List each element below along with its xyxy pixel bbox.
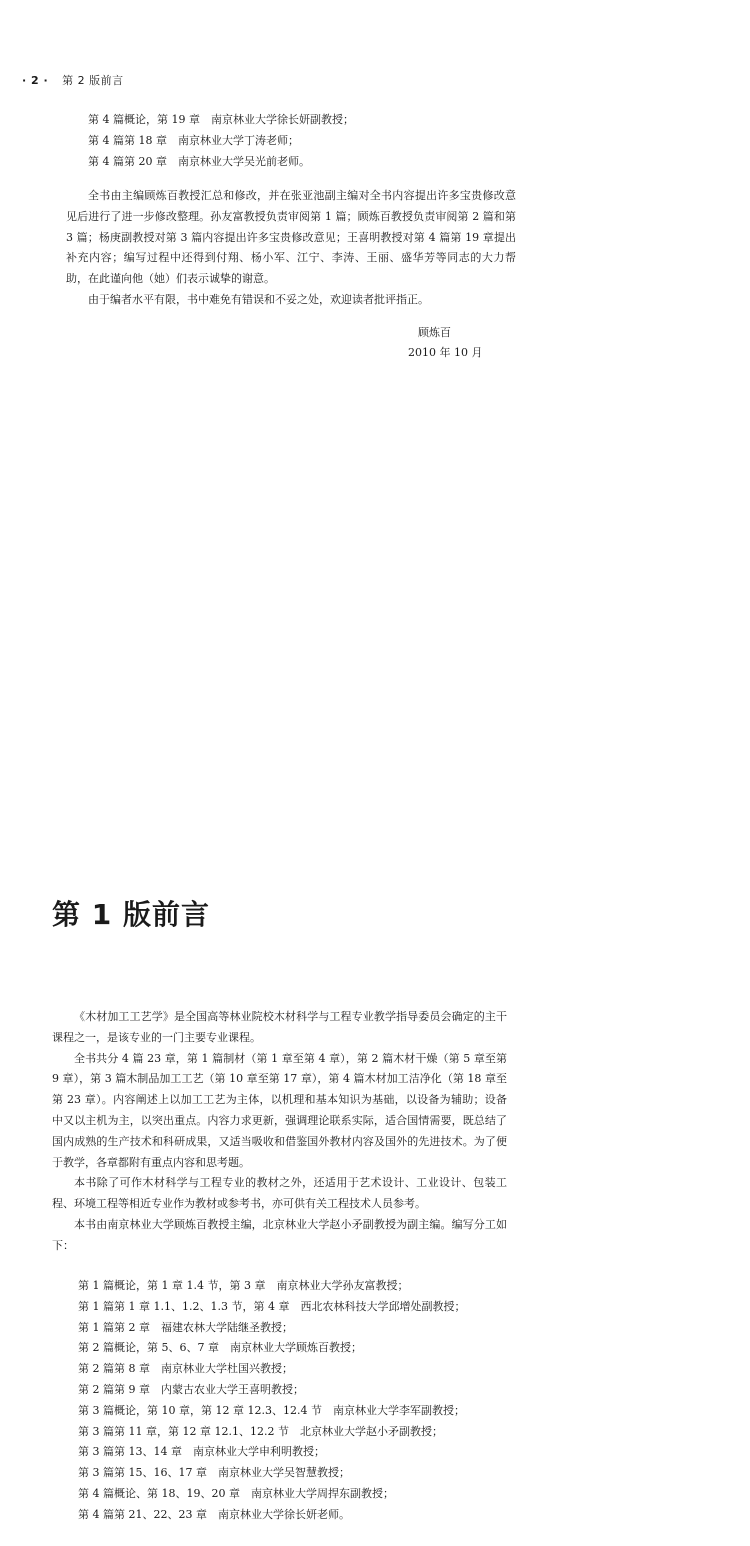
paragraph: 本书除了可作木材科学与工程专业的教材之外，还适用于艺术设计、工业设计、包装工程、环境工程等相近专业作为教材或参考书，亦可供有关工程技术人员参考。 <box>52 1176 507 1211</box>
assignment-line: 第 2 篇概论，第 5、6、7 章 南京林业大学顾炼百教授； <box>78 1341 362 1355</box>
assignment-line: 第 1 篇概论，第 1 章 1.4 节，第 3 章 南京林业大学孙友富教授； <box>78 1279 409 1292</box>
assignment-line: 第 3 篇概论，第 10 章，第 12 章 12.3、12.4 节 南京林业大学李军副教授； <box>78 1403 465 1417</box>
paragraph: 由于编者水平有限，书中难免有错误和不妥之处，欢迎读者批评指正。 <box>88 292 429 306</box>
assignment-line: 第 4 篇第 18 章 南京林业大学丁涛老师； <box>88 133 299 147</box>
assignment-line: 第 1 篇第 2 章 福建农林大学陆继圣教授； <box>78 1320 293 1334</box>
paragraph: 本书由南京林业大学顾炼百教授主编，北京林业大学赵小矛副教授为副主编。编写分工如下： <box>52 1217 507 1252</box>
paragraph: 《木材加工工艺学》是全国高等林业院校木材科学与工程专业教学指导委员会确定的主干课程之一，是该专业的一门主要专业课程。 <box>52 1010 507 1044</box>
assignment-line: 第 4 篇第 21、22、23 章 南京林业大学徐长妍老师。 <box>78 1507 350 1521</box>
assignment-line: 第 3 篇第 11 章，第 12 章 12.1、12.2 节 北京林业大学赵小矛副教授； <box>78 1424 443 1438</box>
assignment-line: 第 3 篇第 13、14 章 南京林业大学申利明教授； <box>78 1445 325 1459</box>
assignment-line: 第 1 篇第 1 章 1.1、1.2、1.3 节，第 4 章 西北农林科技大学邱增处副教授； <box>78 1299 466 1313</box>
paragraph: 全书由主编顾炼百教授汇总和修改，并在张亚池副主编对全书内容提出许多宝贵修改意见后进行了进一步修改整理。孙友富教授负责审阅第 1 篇；顾炼百教授负责审阅第 2 篇和第 3 篇；杨庚副教授对第 3 篇内容提出许多宝贵修改意见；王喜明教授对第 4 篇第 19 章提出补充内容；编写过程中还得到付翔、杨小军、江宁、李涛、王丽、盛华芳等同志的大力帮助，在此谨向他（她）们表示诚挚的谢意。 <box>66 189 516 286</box>
page-title: 第 1 版前言 <box>52 898 210 931</box>
preface1-assignment-list <box>78 1276 518 1526</box>
assignment-line: 第 4 篇概论、第 18、19、20 章 南京林业大学周捍东副教授； <box>78 1486 394 1500</box>
assignment-line: 第 3 篇第 15、16、17 章 南京林业大学吴智慧教授； <box>78 1466 350 1480</box>
running-header-title: 第 2 版前言 <box>62 74 124 87</box>
assignment-line: 第 2 篇第 9 章 内蒙古农业大学王喜明教授； <box>78 1382 304 1396</box>
assignment-line: 第 2 篇第 8 章 南京林业大学杜国兴教授； <box>78 1362 293 1376</box>
signature-date: 2010 年 10 月 <box>408 346 483 359</box>
running-header <box>22 72 124 88</box>
assignment-line: 第 4 篇概论，第 19 章 南京林业大学徐长妍副教授； <box>88 113 354 126</box>
paragraph: 全书共分 4 篇 23 章，第 1 篇制材（第 1 章至第 4 章），第 2 篇木材干燥（第 5 章至第 9 章），第 3 篇木制品加工工艺（第 10 章至第 17 章），第 4 篇木材加工洁净化（第 18 章至第 23 章）。内容阐述上以加工工艺为主体，以机理和基本知识为基础，以设备为辅助；设备中又以主机为主，以突出重点。内容力求更新，强调理论联系实际，适合国情需要，既总结了国内成熟的生产技术和科研成果，又适当吸收和借鉴国外教材内容及国外的先进技术。为了便于教学，各章都附有重点内容和思考题。 <box>52 1051 507 1169</box>
preface2-body <box>66 186 516 311</box>
signature-name: 顾炼百 <box>418 326 451 339</box>
page-number: · 2 · <box>22 74 49 87</box>
assignment-line: 第 4 篇第 20 章 南京林业大学吴光前老师。 <box>88 154 310 168</box>
preface1-body <box>52 1007 507 1257</box>
preface2-assignment-list <box>88 110 528 172</box>
